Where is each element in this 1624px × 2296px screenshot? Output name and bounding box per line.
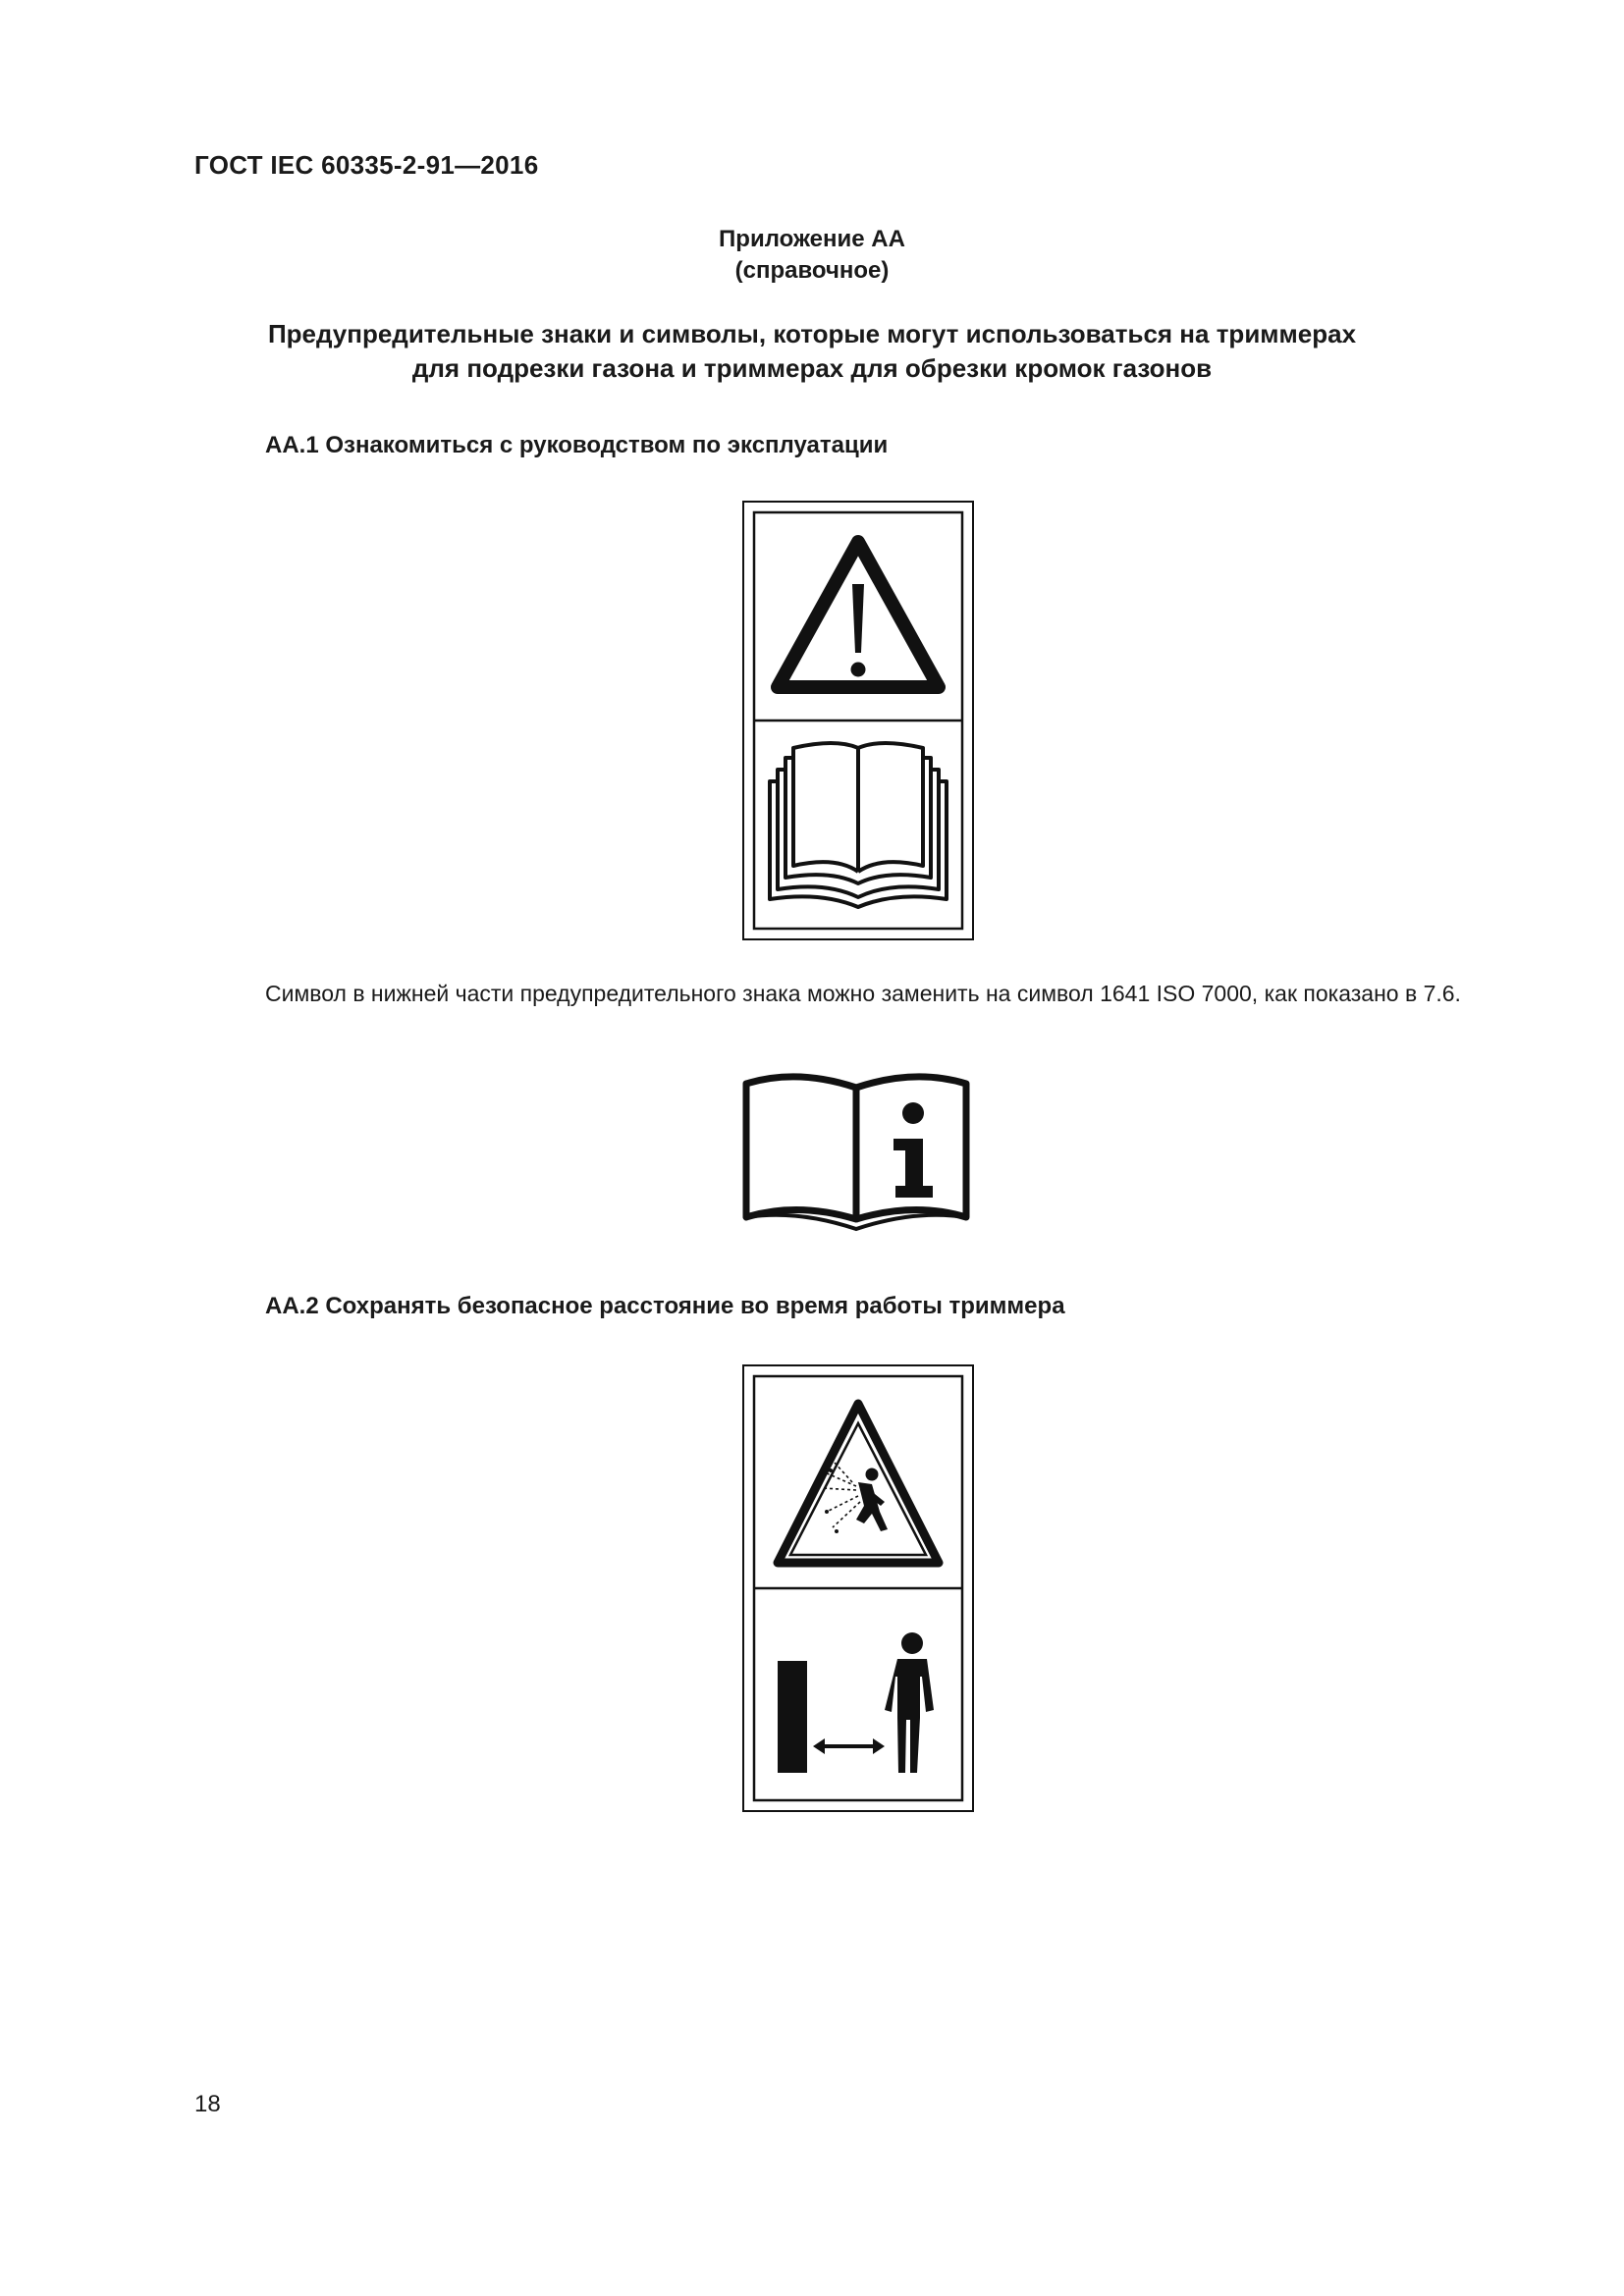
replacement-note-paragraph: Символ в нижней части предупредительного знака можно заменить на символ 1641 ISO 7000, как показано в 7.6. — [265, 981, 1461, 1006]
annex-title: Приложение АА — [719, 226, 905, 252]
annex-heading-line-1: Предупредительные знаки и символы, которые могут использоваться на триммерах — [267, 319, 1357, 348]
section-aa2-title: АА.2 Сохранять безопасное расстояние во время работы триммера — [265, 1293, 1065, 1319]
warning-triangle-thrown-objects-icon — [778, 1404, 939, 1563]
book-info-symbol-icon — [738, 1072, 974, 1239]
warning-triangle-exclamation-icon — [778, 542, 939, 687]
annex-type: (справочное) — [734, 257, 890, 284]
open-book-manual-icon — [770, 743, 947, 907]
annex-heading-line-2: для подрезки газона и триммерах для обрезки кромок газонов — [411, 353, 1213, 383]
document-id-header: ГОСТ IEC 60335-2-91—2016 — [194, 150, 539, 180]
sign-aa2 — [742, 1364, 974, 1812]
safe-distance-person-icon — [778, 1632, 934, 1773]
page-number: 18 — [194, 2091, 221, 2117]
sign-aa1 — [742, 501, 974, 940]
section-aa1-title: АА.1 Ознакомиться с руководством по эксплуатации — [265, 432, 889, 458]
